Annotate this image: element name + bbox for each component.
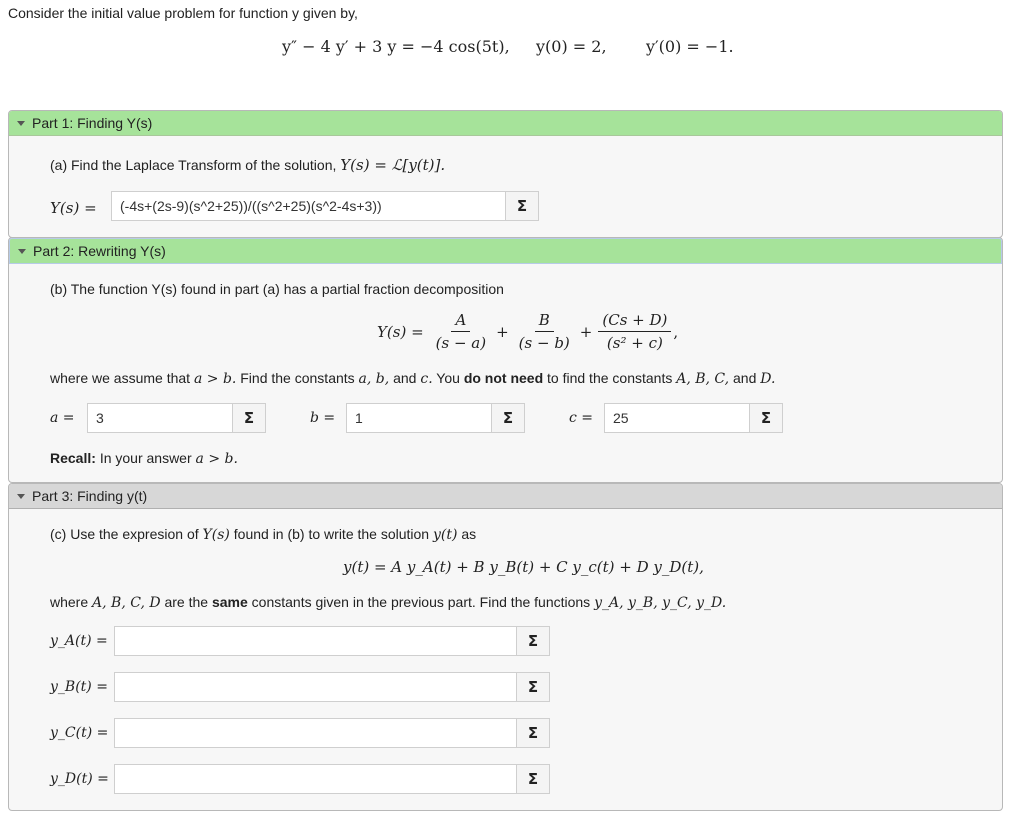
part2-question: (b) The function Y(s) found in part (a) has a partial fraction decomposition: [50, 281, 504, 297]
part1-header[interactable]: [9, 111, 1002, 136]
where-text: where: [50, 594, 89, 610]
part1-question-math: Y(s) = ℒ[y(t)].: [340, 156, 446, 174]
assumption-math: D.: [760, 371, 776, 387]
a-label: a =: [50, 410, 75, 426]
assumption-text: You: [436, 370, 460, 386]
b-label: b =: [310, 410, 336, 426]
frac1-denominator: (s − a): [435, 334, 487, 352]
part2-assumption: [50, 370, 775, 387]
assumption-math: a > b.: [193, 371, 237, 387]
yB-label: y_B(t) =: [50, 679, 108, 695]
yC-equation-editor-button[interactable]: Σ: [516, 718, 550, 748]
part3-question-text: as: [461, 526, 477, 542]
b-input[interactable]: 1: [346, 403, 493, 433]
where-text: constants given in the previous part. Find the functions: [251, 594, 591, 610]
part3-title: Part 3: Finding y(t): [32, 488, 148, 504]
assumption-text: Find the constants: [240, 370, 355, 386]
a-equation-editor-button[interactable]: Σ: [232, 403, 266, 433]
part1-panel: [8, 110, 1003, 238]
where-math: y_A, y_B, y_C, y_D.: [594, 595, 727, 611]
part2-title: Part 2: Rewriting Y(s): [33, 243, 166, 259]
ode-ic2: y′(0) = −1.: [646, 37, 734, 56]
b-equation-editor-button[interactable]: Σ: [491, 403, 525, 433]
partial-fraction-formula: [377, 311, 678, 352]
yB-equation-editor-button[interactable]: Σ: [516, 672, 550, 702]
part3-question-math: Y(s): [202, 527, 230, 543]
frac3-numerator: (Cs + D): [598, 311, 671, 332]
part3-question-text: found in (b) to write the solution: [233, 526, 430, 542]
part3-question-math: y(t): [433, 527, 458, 543]
where-math: A, B, C, D: [92, 595, 161, 611]
c-equation-editor-button[interactable]: Σ: [749, 403, 783, 433]
plus-sign: +: [579, 322, 593, 341]
assumption-math: a, b,: [358, 371, 390, 387]
collapse-triangle-icon[interactable]: [17, 494, 25, 499]
yA-label: y_A(t) =: [50, 633, 108, 649]
yD-equation-editor-button[interactable]: Σ: [516, 764, 550, 794]
recall-text: In your answer: [99, 450, 192, 466]
part3-panel: [8, 483, 1003, 811]
recall-bold: Recall:: [50, 450, 96, 466]
c-input[interactable]: 25: [604, 403, 751, 433]
formula-comma: ,: [673, 322, 679, 341]
yA-equation-editor-button[interactable]: Σ: [516, 626, 550, 656]
plus-sign: +: [496, 322, 509, 341]
assumption-math: A, B, C,: [676, 371, 730, 387]
part1-equation-editor-button[interactable]: Σ: [505, 191, 539, 221]
frac3-denominator: (s² + c): [606, 334, 663, 352]
yC-label: y_C(t) =: [50, 725, 109, 741]
part3-header[interactable]: [9, 484, 1002, 509]
recall-note: [50, 450, 238, 467]
recall-math: a > b.: [195, 451, 238, 467]
laplace-answer-input[interactable]: (-4s+(2s-9)(s^2+25))/((s^2+25)(s^2-4s+3)): [111, 191, 507, 221]
where-text: are the: [164, 594, 209, 610]
yD-input[interactable]: [114, 764, 518, 794]
part1-question: [50, 156, 445, 174]
part3-where: [50, 594, 726, 611]
yA-input[interactable]: [114, 626, 518, 656]
yD-label: y_D(t) =: [50, 771, 109, 787]
yC-input[interactable]: [114, 718, 518, 748]
part2-header[interactable]: [9, 238, 1002, 264]
part3-question-text: (c) Use the expresion of: [50, 526, 199, 542]
collapse-triangle-icon[interactable]: [18, 249, 26, 254]
assumption-text: and: [733, 370, 757, 386]
assumption-text: to find the constants: [547, 370, 673, 386]
part2-panel: [8, 237, 1003, 483]
where-bold: same: [211, 594, 248, 610]
ode-equation: y″ − 4 y′ + 3 y = −4 cos(5t),: [282, 37, 510, 56]
assumption-text: and: [393, 370, 417, 386]
frac1-numerator: A: [451, 311, 470, 332]
formula-lhs: Y(s) =: [377, 322, 424, 341]
solution-display-formula: y(t) = A y_A(t) + B y_B(t) + C y_c(t) + D y_D(t),: [343, 558, 704, 576]
frac2-denominator: (s − b): [518, 334, 570, 352]
intro-text: Consider the initial value problem for function y given by,: [8, 5, 358, 21]
assumption-text: where we assume that: [50, 370, 191, 386]
collapse-triangle-icon[interactable]: [17, 121, 25, 126]
yB-input[interactable]: [114, 672, 518, 702]
c-label: c =: [569, 410, 594, 426]
frac2-numerator: B: [535, 311, 554, 332]
ode-ic1: y(0) = 2,: [536, 37, 607, 56]
part1-title: Part 1: Finding Y(s): [32, 115, 153, 131]
part1-question-text: (a) Find the Laplace Transform of the solution,: [50, 157, 337, 173]
assumption-bold: do not need: [463, 370, 544, 386]
a-input[interactable]: 3: [87, 403, 234, 433]
part3-question: [50, 526, 476, 543]
assumption-math: c.: [420, 371, 433, 387]
part1-answer-label: Y(s) =: [50, 199, 97, 217]
